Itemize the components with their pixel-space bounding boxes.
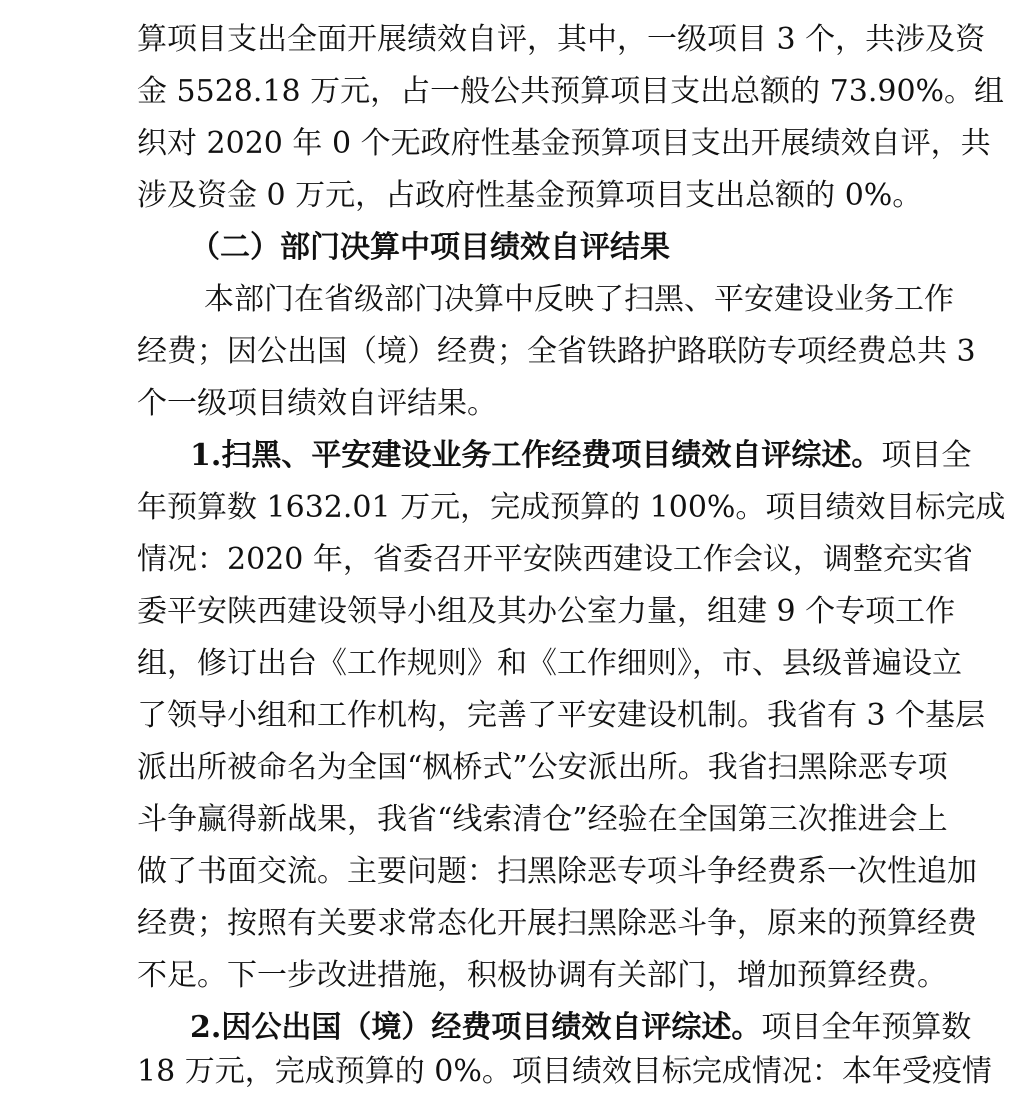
section-heading: （二）部门决算中项目绩效自评结果 (190, 230, 670, 265)
paragraph-1-line-2: 金 5528.18 万元，占一般公共预算项目支出总额的 73.90%。组 (137, 74, 1005, 109)
item-1-line-9: 做了书面交流。主要问题：扫黑除恶专项斗争经费系一次性追加 (137, 854, 977, 889)
item-1-first-line-rest: 项目全 (881, 438, 972, 473)
item-1-line-3: 情况：2020 年，省委召开平安陕西建设工作会议，调整充实省 (137, 542, 973, 577)
paragraph-1-line-1: 算项目支出全面开展绩效自评，其中，一级项目 3 个，共涉及资 (137, 22, 986, 57)
item-2-first-line (190, 1008, 972, 1048)
paragraph-2-line-2: 经费；因公出国（境）经费；全省铁路护路联防专项经费总共 3 (137, 334, 976, 369)
item-1-line-5: 组，修订出台《工作规则》和《工作细则》，市、县级普遍设立 (137, 646, 962, 681)
item-1-line-7: 派出所被命名为全国“枫桥式”公安派出所。我省扫黑除恶专项 (137, 750, 948, 785)
item-1-line-11: 不足。下一步改进措施，积极协调有关部门，增加预算经费。 (137, 958, 947, 993)
paragraph-2-line-3: 个一级项目绩效自评结果。 (137, 386, 497, 421)
paragraph-1-line-4: 涉及资金 0 万元，占政府性基金预算项目支出总额的 0%。 (137, 178, 923, 213)
paragraph-1-line-3: 织对 2020 年 0 个无政府性基金预算项目支出开展绩效自评，共 (137, 126, 991, 161)
item-1-line-4: 委平安陕西建设领导小组及其办公室力量，组建 9 个专项工作 (137, 594, 956, 629)
item-1-first-line (190, 436, 972, 476)
item-1-title: 1.扫黑、平安建设业务工作经费项目绩效自评综述。 (190, 438, 882, 473)
item-1-line-6: 了领导小组和工作机构，完善了平安建设机制。我省有 3 个基层 (137, 698, 986, 733)
item-2-line-2: 18 万元，完成预算的 0%。项目绩效目标完成情况：本年受疫情 (137, 1054, 992, 1089)
item-2-first-line-rest: 项目全年预算数 (761, 1010, 972, 1045)
item-1-line-8: 斗争赢得新战果，我省“线索清仓”经验在全国第三次推进会上 (137, 802, 948, 837)
item-1-line-2: 年预算数 1632.01 万元，完成预算的 100%。项目绩效目标完成 (137, 490, 1006, 525)
paragraph-2-line-1: 本部门在省级部门决算中反映了扫黑、平安建设业务工作 (204, 282, 954, 317)
item-2-title: 2.因公出国（境）经费项目绩效自评综述。 (190, 1010, 762, 1045)
item-1-line-10: 经费；按照有关要求常态化开展扫黑除恶斗争，原来的预算经费 (137, 906, 977, 941)
